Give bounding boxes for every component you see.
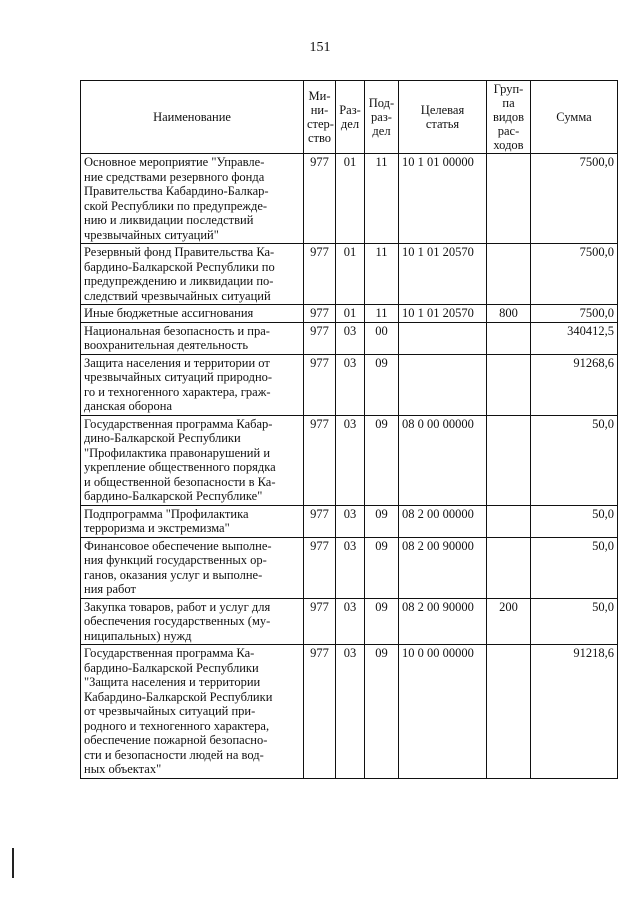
cell-ministry: 977 xyxy=(304,244,336,305)
cell-section: 03 xyxy=(336,505,365,537)
header-subsection: Под- раз- дел xyxy=(365,81,399,154)
header-sum: Сумма xyxy=(531,81,618,154)
cell-expense-group xyxy=(487,537,531,598)
table-row xyxy=(81,305,618,323)
cell-sum: 7500,0 xyxy=(531,244,618,305)
cell-name: Государственная программа Ка- бардино-Балкарской Республики "Защита населения и территории Кабардино-Балкарской Республики от чрезвычайных ситуаций при- родного и техногенного характера, обеспечение пожарной безопасно- сти и безопасности людей на вод- ных объектах" xyxy=(81,645,304,779)
cell-ministry: 977 xyxy=(304,354,336,415)
cell-name: Подпрограмма "Профилактика терроризма и экстремизма" xyxy=(81,505,304,537)
cell-expense-group xyxy=(487,244,531,305)
table-row xyxy=(81,415,618,505)
cell-subsection: 11 xyxy=(365,154,399,244)
cell-ministry: 977 xyxy=(304,598,336,645)
table-row xyxy=(81,505,618,537)
cell-ministry: 977 xyxy=(304,154,336,244)
cell-subsection: 09 xyxy=(365,354,399,415)
cell-sum: 91218,6 xyxy=(531,645,618,779)
cell-section: 01 xyxy=(336,244,365,305)
cell-name: Финансовое обеспечение выполне- ния функций государственных ор- ганов, оказания услуг и выполне- ния работ xyxy=(81,537,304,598)
cell-target: 08 2 00 00000 xyxy=(399,505,487,537)
cell-subsection: 09 xyxy=(365,537,399,598)
margin-mark xyxy=(12,848,14,878)
cell-section: 03 xyxy=(336,354,365,415)
cell-subsection: 00 xyxy=(365,322,399,354)
table-row xyxy=(81,322,618,354)
header-expense-group: Груп- па видов рас- ходов xyxy=(487,81,531,154)
cell-sum: 340412,5 xyxy=(531,322,618,354)
cell-expense-group xyxy=(487,322,531,354)
cell-expense-group xyxy=(487,505,531,537)
table-row xyxy=(81,537,618,598)
cell-subsection: 09 xyxy=(365,415,399,505)
cell-subsection: 09 xyxy=(365,598,399,645)
cell-name: Основное мероприятие "Управле- ние средствами резервного фонда Правительства Кабардино-Балкар- ской Республики по предупрежде- нию и ликвидации последствий чрезвычайных ситуаций" xyxy=(81,154,304,244)
cell-name: Закупка товаров, работ и услуг для обеспечения государственных (му- ниципальных) нужд xyxy=(81,598,304,645)
cell-sum: 7500,0 xyxy=(531,305,618,323)
cell-section: 03 xyxy=(336,537,365,598)
cell-expense-group xyxy=(487,645,531,779)
cell-ministry: 977 xyxy=(304,505,336,537)
cell-target: 10 1 01 20570 xyxy=(399,244,487,305)
cell-sum: 91268,6 xyxy=(531,354,618,415)
cell-sum: 50,0 xyxy=(531,415,618,505)
header-section: Раз- дел xyxy=(336,81,365,154)
table-row xyxy=(81,598,618,645)
cell-target xyxy=(399,354,487,415)
cell-section: 03 xyxy=(336,415,365,505)
cell-ministry: 977 xyxy=(304,645,336,779)
cell-name: Защита населения и территории от чрезвычайных ситуаций природно- го и техногенного характера, граж- данская оборона xyxy=(81,354,304,415)
cell-expense-group xyxy=(487,415,531,505)
cell-section: 03 xyxy=(336,645,365,779)
table-row xyxy=(81,244,618,305)
cell-expense-group xyxy=(487,354,531,415)
page-number: 151 xyxy=(309,40,331,55)
cell-section: 01 xyxy=(336,154,365,244)
cell-target: 10 0 00 00000 xyxy=(399,645,487,779)
cell-target xyxy=(399,322,487,354)
cell-sum: 50,0 xyxy=(531,598,618,645)
cell-subsection: 09 xyxy=(365,505,399,537)
header-name: Наименование xyxy=(81,81,304,154)
table-header-row xyxy=(81,81,618,154)
cell-ministry: 977 xyxy=(304,305,336,323)
cell-ministry: 977 xyxy=(304,415,336,505)
table-body xyxy=(81,154,618,779)
cell-name: Иные бюджетные ассигнования xyxy=(81,305,304,323)
cell-target: 08 2 00 90000 xyxy=(399,537,487,598)
cell-ministry: 977 xyxy=(304,322,336,354)
cell-expense-group: 200 xyxy=(487,598,531,645)
cell-name: Национальная безопасность и пра- воохранительная деятельность xyxy=(81,322,304,354)
cell-target: 08 2 00 90000 xyxy=(399,598,487,645)
cell-name: Государственная программа Кабар- дино-Балкарской Республики "Профилактика правонарушений и укрепление общественного порядка и общественной безопасности в Ка- бардино-Балкарской Республике" xyxy=(81,415,304,505)
cell-sum: 50,0 xyxy=(531,505,618,537)
cell-section: 03 xyxy=(336,322,365,354)
cell-ministry: 977 xyxy=(304,537,336,598)
header-target: Целевая статья xyxy=(399,81,487,154)
budget-table xyxy=(80,80,618,779)
table-row xyxy=(81,354,618,415)
cell-expense-group: 800 xyxy=(487,305,531,323)
cell-subsection: 09 xyxy=(365,645,399,779)
table-row xyxy=(81,645,618,779)
cell-section: 01 xyxy=(336,305,365,323)
cell-subsection: 11 xyxy=(365,244,399,305)
cell-expense-group xyxy=(487,154,531,244)
cell-name: Резервный фонд Правительства Ка- бардино-Балкарской Республики по предупреждению и ликвидации по- следствий чрезвычайных ситуаций xyxy=(81,244,304,305)
cell-section: 03 xyxy=(336,598,365,645)
cell-sum: 50,0 xyxy=(531,537,618,598)
cell-target: 10 1 01 20570 xyxy=(399,305,487,323)
header-ministry: Ми- ни- стер- ство xyxy=(304,81,336,154)
cell-subsection: 11 xyxy=(365,305,399,323)
cell-sum: 7500,0 xyxy=(531,154,618,244)
cell-target: 08 0 00 00000 xyxy=(399,415,487,505)
cell-target: 10 1 01 00000 xyxy=(399,154,487,244)
table-row xyxy=(81,154,618,244)
